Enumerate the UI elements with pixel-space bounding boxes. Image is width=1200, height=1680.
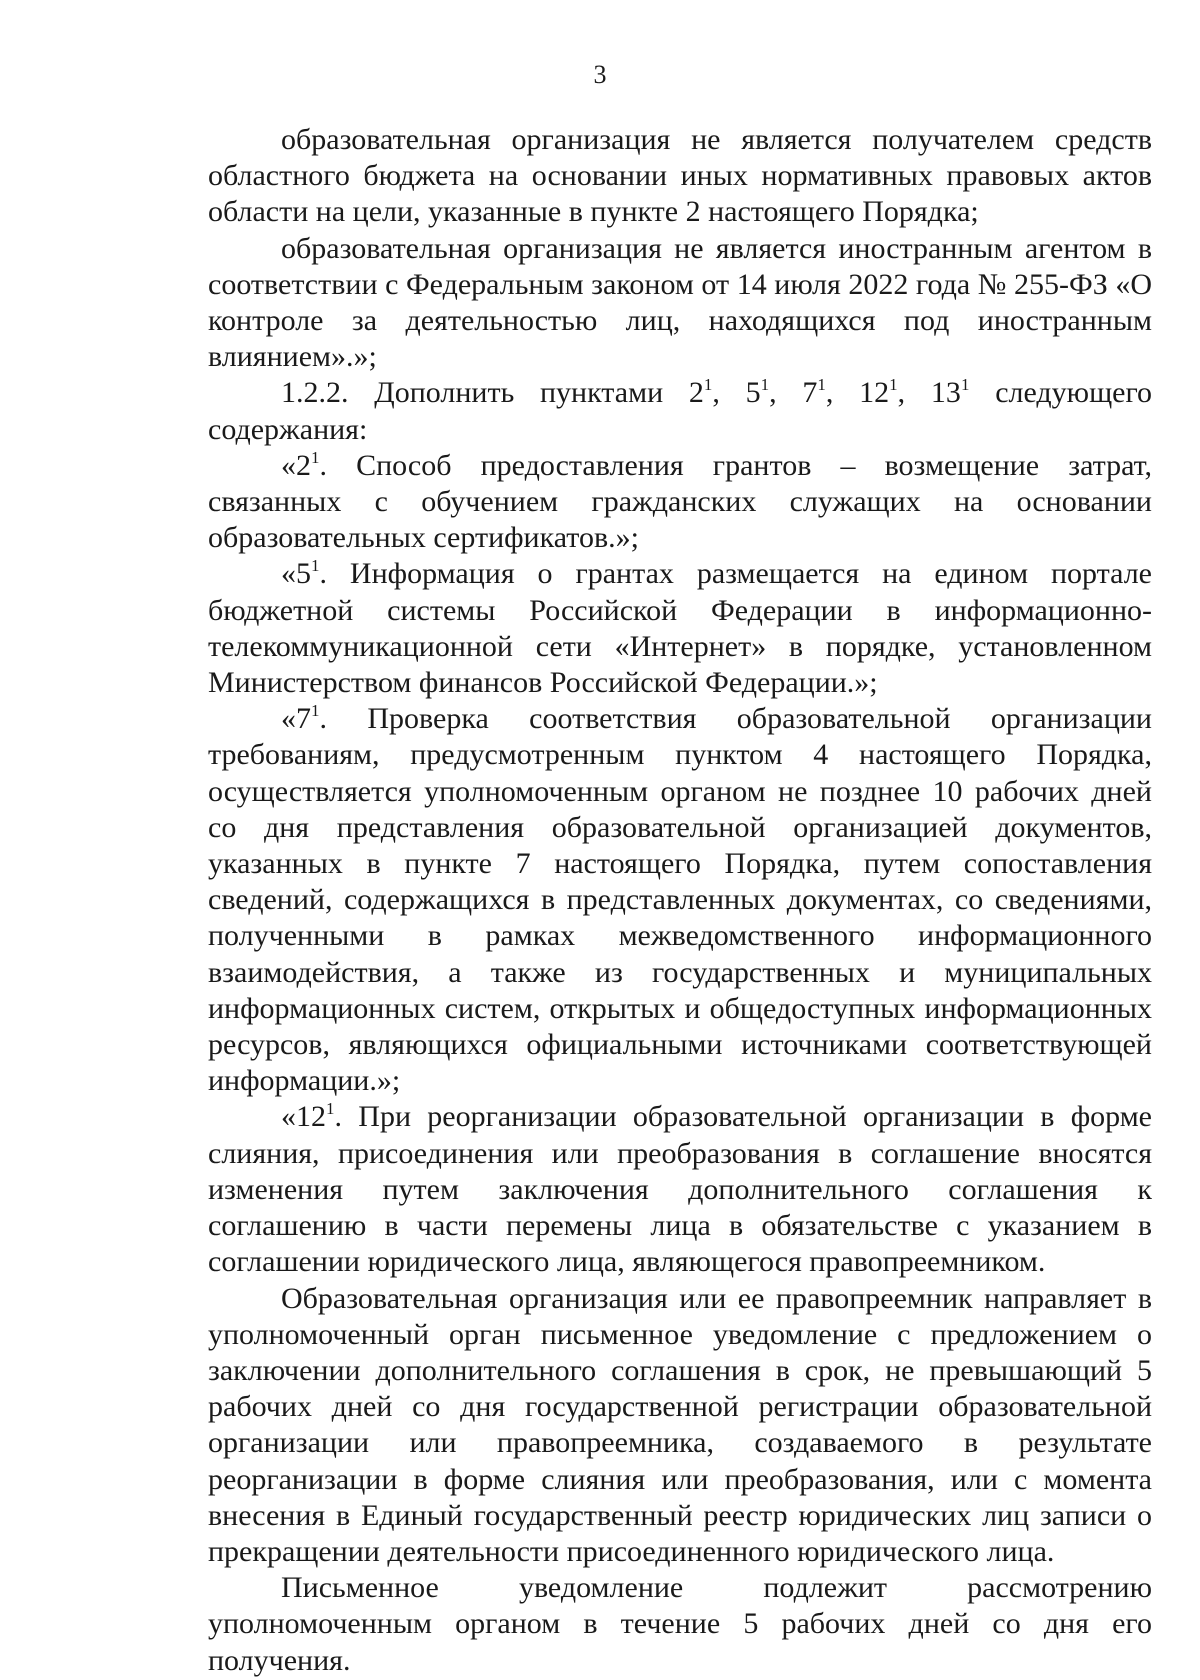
paragraph-6 [208,701,1152,1099]
paragraph-text: «7 [281,702,311,736]
superscript: 1 [311,447,320,467]
paragraph-text: , 12 [825,376,890,410]
paragraph-text: «12 [281,1100,326,1134]
paragraph-text: образовательная организация не является иностранным агентом в соответствии с Федеральным законом от 14 июля 2022 года № 255-ФЗ «О контроле за деятельностью лиц, находящихся под иностранным влиянием».»; [208,231,1152,374]
paragraph-text: следующего содержания: [208,376,1153,446]
page-number: 3 [593,60,607,89]
document-body [208,122,1152,1679]
paragraph-text: . Проверка соответствия образовательной организации требованиям, предусмотренным пунктом 4 настоящего Порядка, осуществляется уполномоченным органом не позднее 10 рабочих дней со дня представления образовательной организацией документов, указанных в пункте 7 настоящего Порядка, путем сопоставления сведений, содержащихся в представленных документах, со сведениями, полученными в рамках межведомственного информационного взаимодействия, а также из государственных и муниципальных информационных систем, открытых и общедоступных информационных ресурсов, являющихся официальными источниками соответствующей информации.»; [208,702,1152,1098]
superscript: 1 [703,375,713,395]
superscript: 1 [960,375,970,395]
superscript: 1 [311,701,320,721]
superscript: 1 [311,556,320,576]
paragraph-text: Письменное уведомление подлежит рассмотрению уполномоченным органом в течение 5 рабочих дней со дня его получения. [208,1571,1152,1677]
paragraph-text: . Способ предоставления грантов – возмещение затрат, связанных с обучением гражданских служащих на основании образовательных сертификатов.»; [208,448,1152,555]
paragraph-text: Образовательная организация или ее правопреемник направляет в уполномоченный орган письменное уведомление с предложением о заключении дополнительного соглашения в срок, не превышающий 5 рабочих дней со дня государственной регистрации образовательной организации или правопреемника, создаваемого в результате реорганизации в форме слияния или преобразования, или с момента внесения в Единый государственный реестр юридических лиц записи о прекращении деятельности присоединенного юридического лица. [208,1281,1152,1568]
paragraph-7 [208,1099,1152,1280]
superscript: 1 [326,1099,335,1119]
superscript: 1 [817,375,826,395]
paragraph-text: , 5 [712,376,761,410]
paragraph-text: . Информация о грантах размещается на едином портале бюджетной системы Российской Федерации в информационно-телекоммуникационной сети «Интернет» в порядке, установленном Министерством финансов Российской Федерации.»; [208,557,1152,700]
paragraph-9 [208,1570,1152,1679]
paragraph-text: . При реорганизации образовательной организации в форме слияния, присоединения или преобразования в соглашение вносятся изменения путем заключения дополнительного соглашения к соглашению в части перемены лица в обязательстве с указанием в соглашении юридического лица, являющегося правопреемником. [208,1100,1152,1279]
paragraph-5 [208,556,1152,701]
superscript: 1 [889,375,898,395]
paragraph-text: 1.2.2. Дополнить пунктами 2 [281,376,704,410]
paragraph-text: «5 [281,557,311,591]
paragraph-2 [208,231,1152,376]
paragraph-text: , 7 [769,376,818,410]
paragraph-3 [208,375,1152,447]
paragraph-8 [208,1281,1152,1571]
paragraph-text: «2 [281,448,311,482]
paragraph-text: образовательная организация не является получателем средств областного бюджета на основании иных нормативных правовых актов области на цели, указанные в пункте 2 настоящего Порядка; [208,123,1152,229]
paragraph-text: , 13 [897,376,961,410]
paragraph-4 [208,448,1152,557]
paragraph-1 [208,122,1152,231]
superscript: 1 [760,375,770,395]
